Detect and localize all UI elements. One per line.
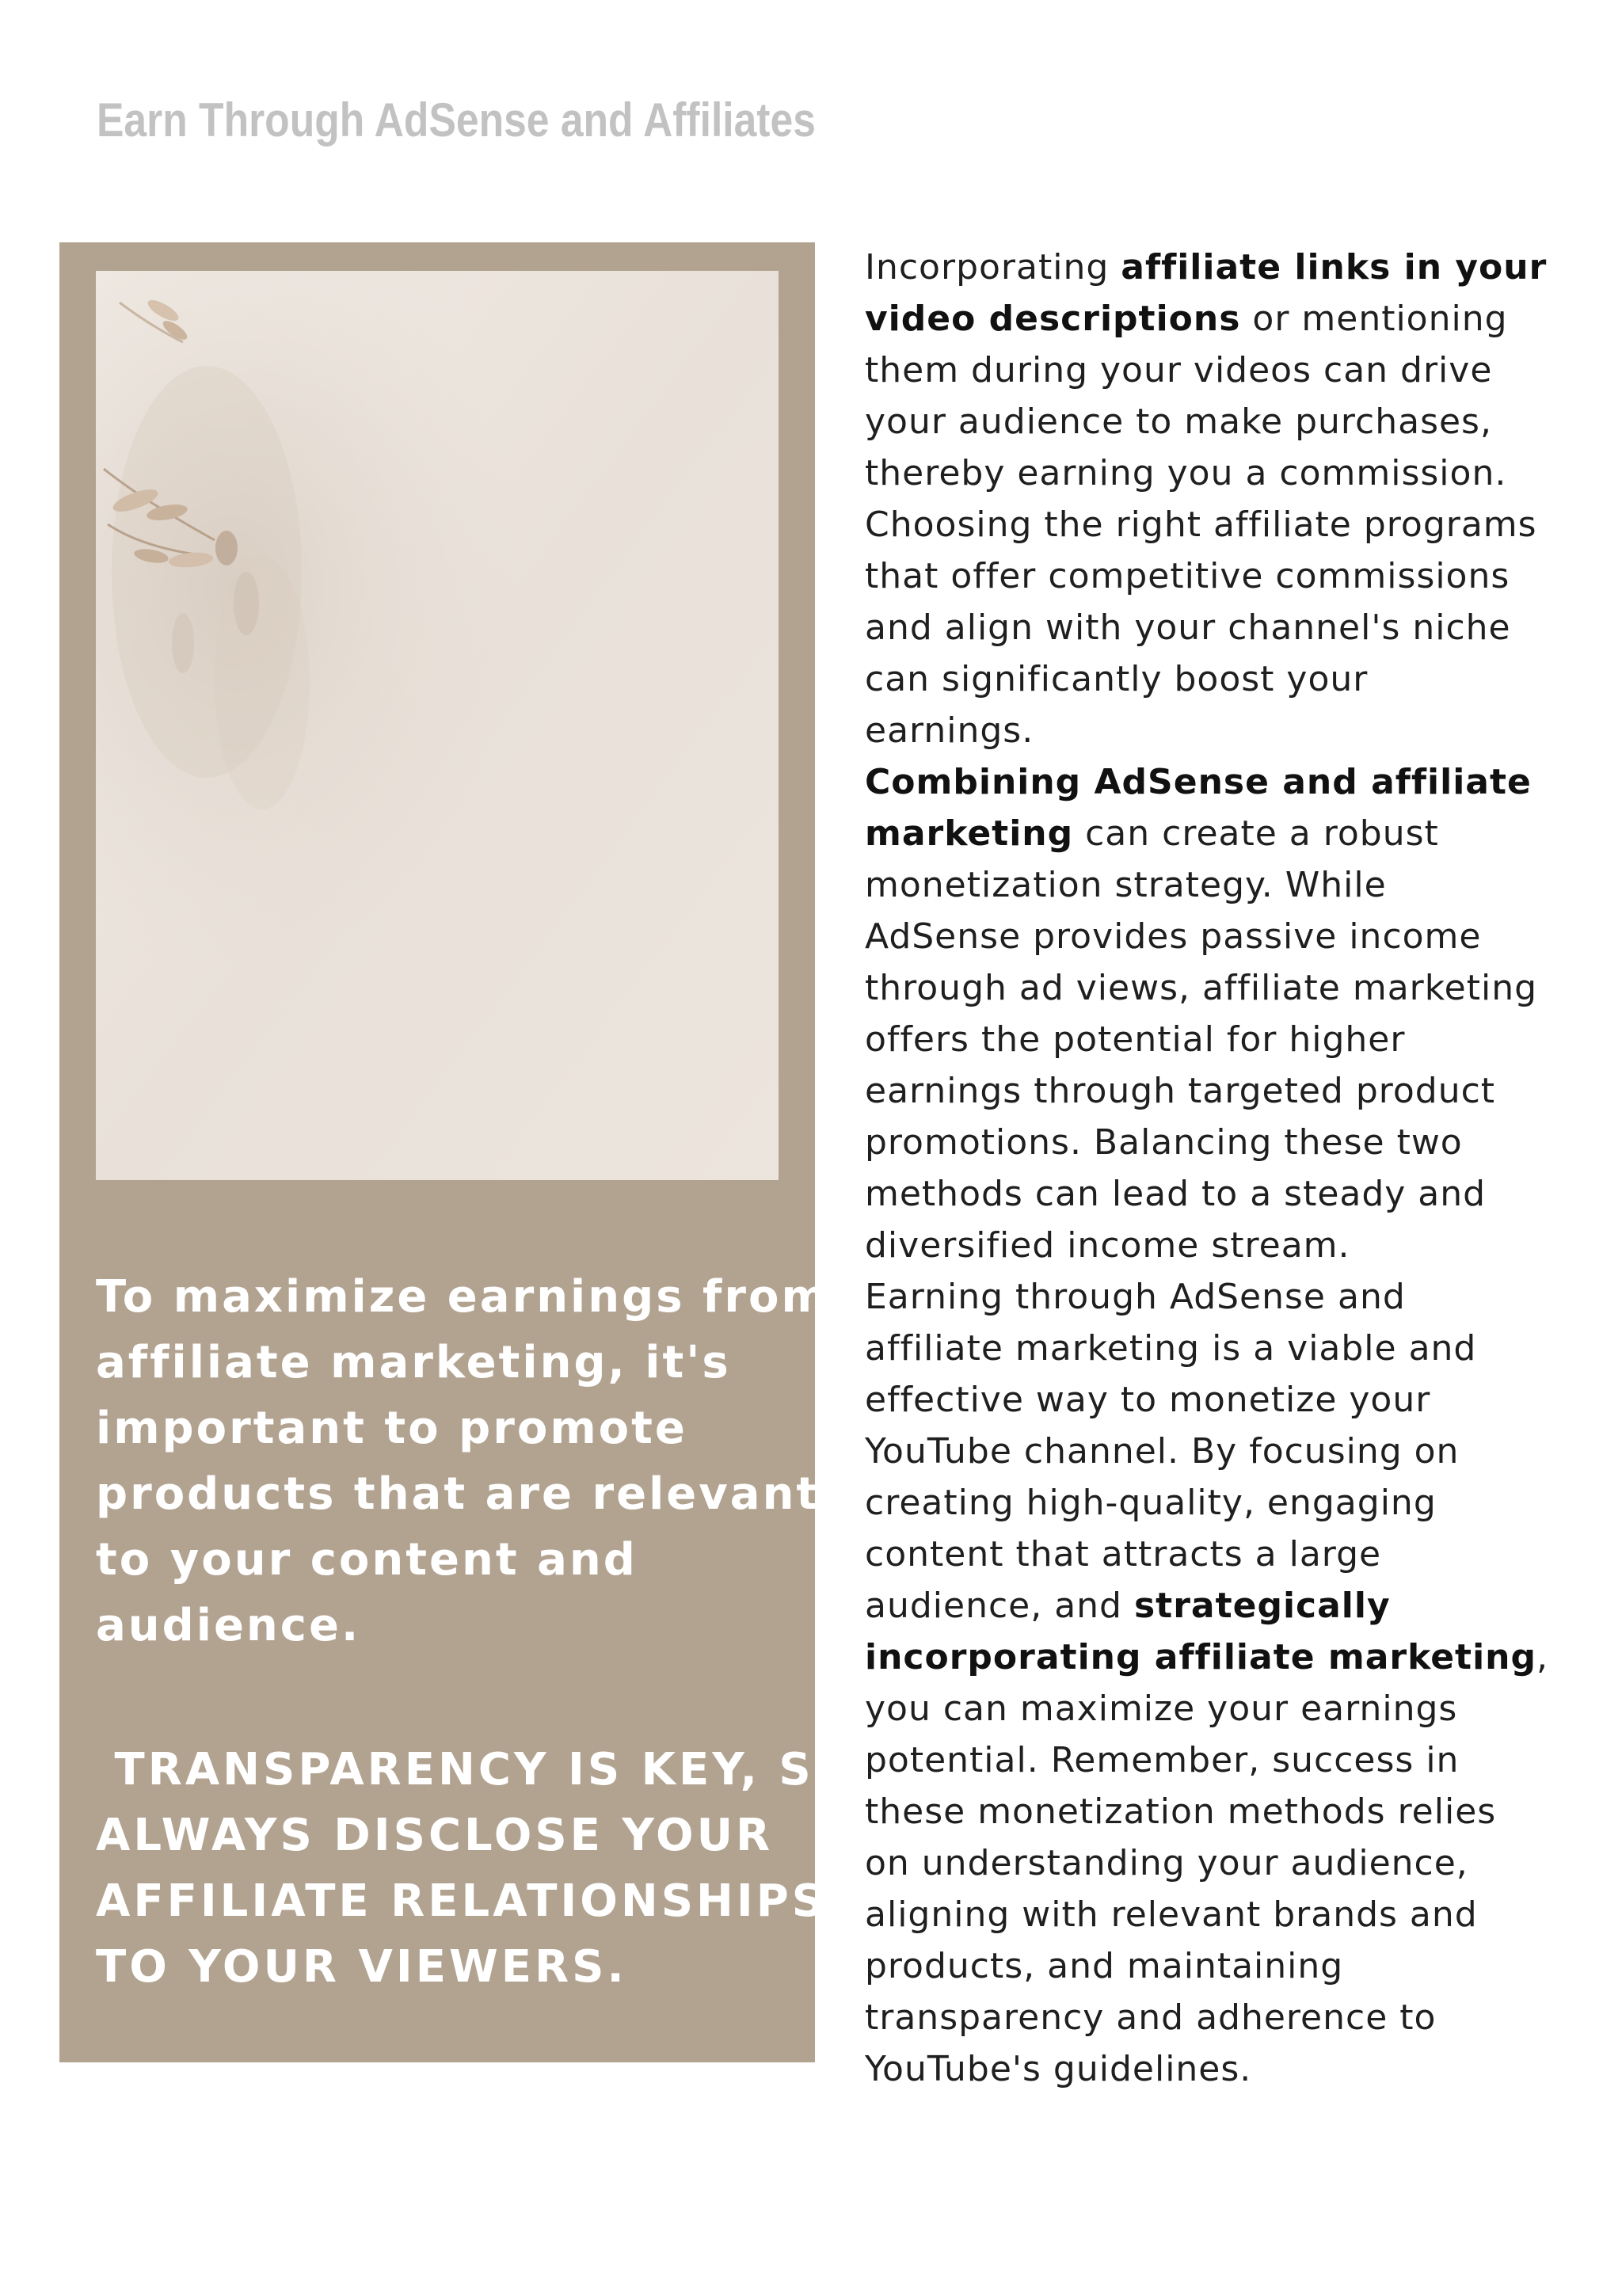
body-line: affiliate marketing is a viable and <box>865 1328 1477 1369</box>
body-line <box>865 293 1578 345</box>
callout-line: products that are relevant <box>96 1468 821 1520</box>
body-text-run: Incorporating <box>865 247 1121 287</box>
body-line: YouTube channel. By focusing on <box>865 1431 1460 1472</box>
body-line: creating high-quality, engaging <box>865 1483 1437 1523</box>
body-line: diversified income stream. <box>865 1225 1350 1266</box>
body-line: AdSense provides passive income <box>865 916 1482 957</box>
body-line: them during your videos can drive <box>865 350 1493 390</box>
page-title: Earn Through AdSense and Affiliates <box>97 93 816 147</box>
transparency-callout <box>96 1737 855 2000</box>
body-text-run: , <box>1536 1637 1548 1677</box>
body-bold-run: video descriptions <box>865 299 1241 339</box>
callout-line: TO YOUR VIEWERS. <box>96 1941 627 1993</box>
body-line: transparency and adherence to <box>865 1997 1437 2038</box>
body-line: that offer competitive commissions <box>865 556 1510 596</box>
body-text-run: can create a robust <box>1073 813 1439 854</box>
affiliate-tip-callout <box>96 1264 830 1658</box>
callout-line: affiliate marketing, it's <box>96 1337 731 1388</box>
body-line: these monetization methods relies <box>865 1791 1497 1832</box>
body-bold-run: incorporating affiliate marketing <box>865 1637 1536 1677</box>
body-line <box>865 1632 1578 1683</box>
body-line: content that attracts a large <box>865 1534 1382 1574</box>
body-line: on understanding your audience, <box>865 1843 1468 1883</box>
body-bold-run: Combining AdSense and affiliate <box>865 762 1532 802</box>
body-line: and align with your channel's niche <box>865 607 1511 648</box>
body-line <box>865 242 1578 293</box>
body-line <box>865 808 1578 859</box>
dried-flowers-photo <box>96 271 779 1180</box>
callout-line: audience. <box>96 1600 361 1651</box>
body-line: aligning with relevant brands and <box>865 1894 1478 1935</box>
side-panel <box>59 242 855 2062</box>
body-line: earnings through targeted product <box>865 1071 1496 1111</box>
body-line: earnings. <box>865 710 1034 751</box>
body-line: products, and maintaining <box>865 1946 1344 1986</box>
body-line: can significantly boost your <box>865 659 1369 699</box>
callout-line: important to promote <box>96 1403 687 1454</box>
body-line <box>865 1580 1578 1632</box>
body-line: through ad views, affiliate marketing <box>865 968 1538 1008</box>
body-text-run: or mentioning <box>1240 299 1508 339</box>
body-line: effective way to monetize your <box>865 1380 1431 1420</box>
body-line: methods can lead to a steady and <box>865 1174 1487 1214</box>
body-line: promotions. Balancing these two <box>865 1122 1463 1163</box>
callout-line: to your content and <box>96 1534 638 1586</box>
callout-line: TRANSPARENCY IS KEY, SO <box>96 1744 855 1795</box>
body-line: Earning through AdSense and <box>865 1277 1406 1317</box>
body-line <box>865 756 1578 808</box>
body-line: monetization strategy. While <box>865 865 1387 905</box>
body-line: potential. Remember, success in <box>865 1740 1460 1780</box>
body-line: offers the potential for higher <box>865 1019 1406 1060</box>
body-line: Choosing the right affiliate programs <box>865 505 1537 545</box>
body-line: you can maximize your earnings <box>865 1689 1458 1729</box>
body-line: your audience to make purchases, <box>865 402 1492 442</box>
body-bold-run: affiliate links in your <box>1121 247 1548 287</box>
body-bold-run: marketing <box>865 813 1074 854</box>
body-bold-run: strategically <box>1133 1586 1391 1626</box>
callout-line: To maximize earnings from <box>96 1271 830 1323</box>
callout-line: AFFILIATE RELATIONSHIPS <box>96 1875 828 1927</box>
body-line: thereby earning you a commission. <box>865 453 1507 493</box>
body-text-run: audience, and <box>865 1586 1134 1626</box>
callout-line: ALWAYS DISCLOSE YOUR <box>96 1810 774 1861</box>
body-line: YouTube's guidelines. <box>865 2049 1252 2089</box>
body-text <box>865 242 1578 2095</box>
